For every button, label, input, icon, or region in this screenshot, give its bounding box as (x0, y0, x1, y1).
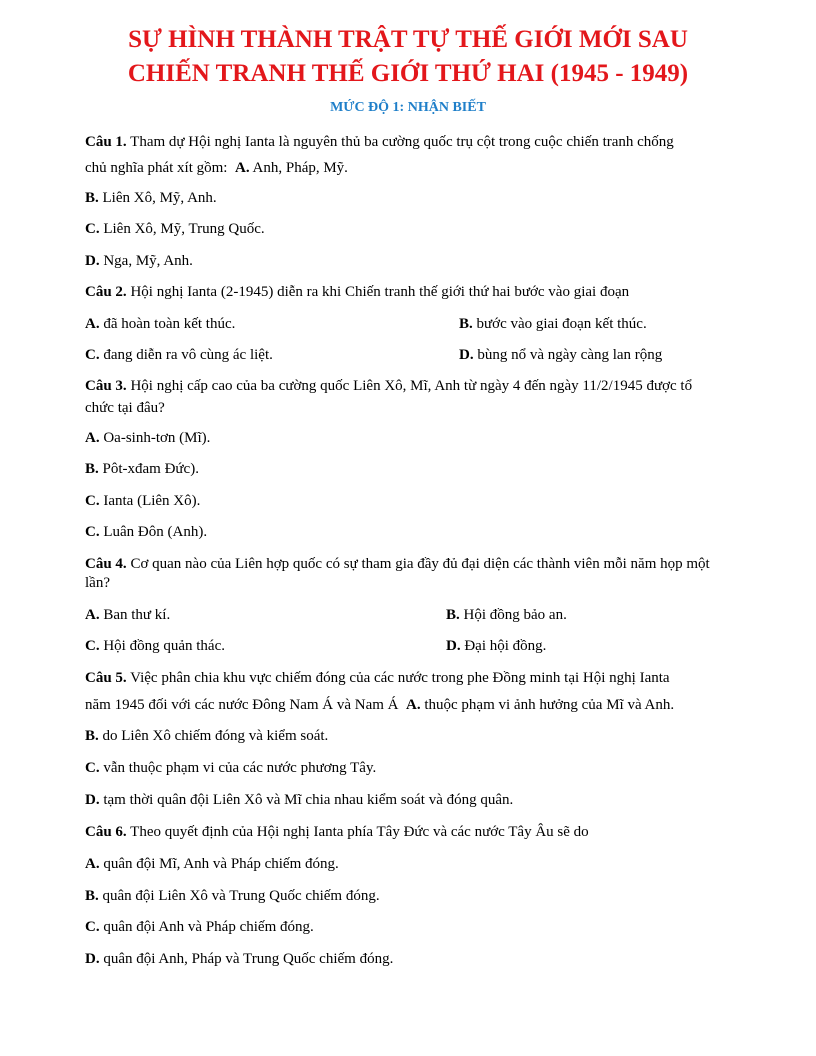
option-text: Liên Xô, Mỹ, Anh. (102, 190, 217, 206)
question-1-stem-cont (85, 159, 348, 177)
question-text: Việc phân chia khu vực chiếm đóng của các nước trong phe Đồng minh tại Hội nghị Ianta (130, 670, 670, 686)
option-text: Hội đồng quản thác. (103, 638, 225, 654)
option-label: D. (85, 253, 100, 269)
question-number: Câu 2. (85, 284, 127, 300)
option-text: vẫn thuộc phạm vi của các nước phương Tây. (103, 760, 377, 776)
difficulty-level-heading: MỨC ĐỘ 1: NHẬN BIẾT (330, 100, 486, 115)
question-4-option-a (85, 606, 170, 624)
option-text: quân đội Anh, Pháp và Trung Quốc chiếm đóng. (103, 951, 394, 967)
question-text: Cơ quan nào của Liên hợp quốc có sự tham gia đầy đủ đại diện các thành viên mỗi năm họp một (130, 556, 710, 572)
question-1-option-d (85, 252, 193, 270)
question-3-stem (85, 377, 692, 395)
question-2-option-d (459, 346, 662, 364)
option-label: A. (406, 697, 421, 713)
option-text: do Liên Xô chiếm đóng và kiểm soát. (102, 728, 329, 744)
question-2-option-c (85, 346, 273, 364)
option-label: B. (85, 461, 99, 477)
option-label: A. (234, 160, 250, 176)
question-number: Câu 1. (85, 134, 127, 150)
question-5-option-b (85, 727, 328, 745)
option-text: Luân Đôn (Anh). (103, 524, 208, 540)
option-label: C. (85, 919, 100, 935)
option-label: D. (85, 792, 100, 808)
question-5-option-c (85, 759, 376, 777)
question-2-option-a (85, 315, 235, 333)
question-text: lần? (85, 575, 110, 591)
question-number: Câu 4. (85, 556, 127, 572)
option-label: D. (85, 951, 100, 967)
question-4-option-c (85, 637, 225, 655)
option-label: B. (85, 888, 99, 904)
question-5-stem (85, 669, 670, 687)
option-label: C. (85, 493, 100, 509)
option-text: quân đội Liên Xô và Trung Quốc chiếm đóng. (102, 888, 380, 904)
page-title-line-1: SỰ HÌNH THÀNH TRẬT TỰ THẾ GIỚI MỚI SAU (128, 26, 688, 53)
option-text: quân đội Anh và Pháp chiếm đóng. (103, 919, 314, 935)
option-text: Ianta (Liên Xô). (103, 493, 201, 509)
question-1-stem (85, 133, 674, 151)
question-text: chủ nghĩa phát xít gồm: (85, 160, 228, 176)
option-label: A. (85, 430, 100, 446)
option-label: B. (459, 316, 473, 332)
option-label: A. (85, 607, 100, 623)
option-label: B. (85, 728, 99, 744)
question-6-option-d (85, 950, 393, 968)
question-1-option-b (85, 189, 217, 207)
option-a: thuộc phạm vi ảnh hưởng của Mĩ và Anh. (424, 697, 675, 713)
option-text: Oa-sinh-tơn (Mĩ). (103, 430, 211, 446)
option-text: tạm thời quân đội Liên Xô và Mĩ chia nhau kiểm soát và đóng quân. (103, 792, 514, 808)
question-3-option-c (85, 492, 200, 510)
question-text: chức tại đâu? (85, 400, 165, 416)
question-1-option-c (85, 220, 265, 238)
question-text: năm 1945 đối với các nước Đông Nam Á và Nam Á (85, 697, 399, 713)
question-text: Theo quyết định của Hội nghị Ianta phía Tây Đức và các nước Tây Âu sẽ do (130, 824, 589, 840)
option-text: Ban thư kí. (103, 607, 171, 623)
question-6-stem (85, 823, 589, 841)
option-text: Nga, Mỹ, Anh. (103, 253, 193, 269)
page-title-line-2: CHIẾN TRANH THẾ GIỚI THỨ HAI (1945 - 1949) (127, 60, 689, 87)
question-2-option-b (459, 315, 647, 333)
question-text: Hội nghị Ianta (2-1945) diễn ra khi Chiến tranh thế giới thứ hai bước vào giai đoạn (130, 284, 630, 300)
question-2-stem (85, 283, 629, 301)
option-text: bùng nổ và ngày càng lan rộng (477, 347, 663, 363)
option-text: quân đội Mĩ, Anh và Pháp chiếm đóng. (103, 856, 339, 872)
option-text: Pôt-xđam Đức). (102, 461, 199, 477)
question-3-option-d (85, 523, 207, 541)
question-5-option-d (85, 791, 513, 809)
question-4-option-b (446, 606, 567, 624)
option-a: Anh, Pháp, Mỹ. (252, 160, 348, 176)
question-6-option-b (85, 887, 380, 905)
option-label: D. (459, 347, 474, 363)
question-5-stem-cont (85, 696, 674, 714)
question-number: Câu 6. (85, 824, 127, 840)
question-6-option-a (85, 855, 339, 873)
question-text: Hội nghị cấp cao của ba cường quốc Liên Xô, Mĩ, Anh từ ngày 4 đến ngày 11/2/1945 được tổ (130, 378, 693, 394)
option-text: Hội đồng bảo an. (463, 607, 567, 623)
option-label: C. (85, 347, 100, 363)
option-label: C. (85, 638, 100, 654)
question-number: Câu 3. (85, 378, 127, 394)
option-label: C. (85, 760, 100, 776)
question-4-stem (85, 555, 710, 573)
question-3-stem-cont (85, 399, 165, 417)
question-number: Câu 5. (85, 670, 127, 686)
option-label: C. (85, 221, 100, 237)
option-label: A. (85, 856, 100, 872)
question-3-option-b (85, 460, 199, 478)
option-text: Liên Xô, Mỹ, Trung Quốc. (103, 221, 265, 237)
option-label: A. (85, 316, 100, 332)
option-text: đã hoàn toàn kết thúc. (103, 316, 236, 332)
option-text: Đại hội đồng. (464, 638, 547, 654)
question-4-option-d (446, 637, 546, 655)
option-label: B. (85, 190, 99, 206)
option-text: đang diễn ra vô cùng ác liệt. (103, 347, 273, 363)
option-label: B. (446, 607, 460, 623)
option-label: D. (446, 638, 461, 654)
question-4-stem-cont (85, 574, 110, 592)
question-3-option-a (85, 429, 210, 447)
question-6-option-c (85, 918, 314, 936)
option-text: bước vào giai đoạn kết thúc. (476, 316, 647, 332)
option-label: C. (85, 524, 100, 540)
question-text: Tham dự Hội nghị Ianta là nguyên thủ ba cường quốc trụ cột trong cuộc chiến tranh chống (130, 134, 674, 150)
